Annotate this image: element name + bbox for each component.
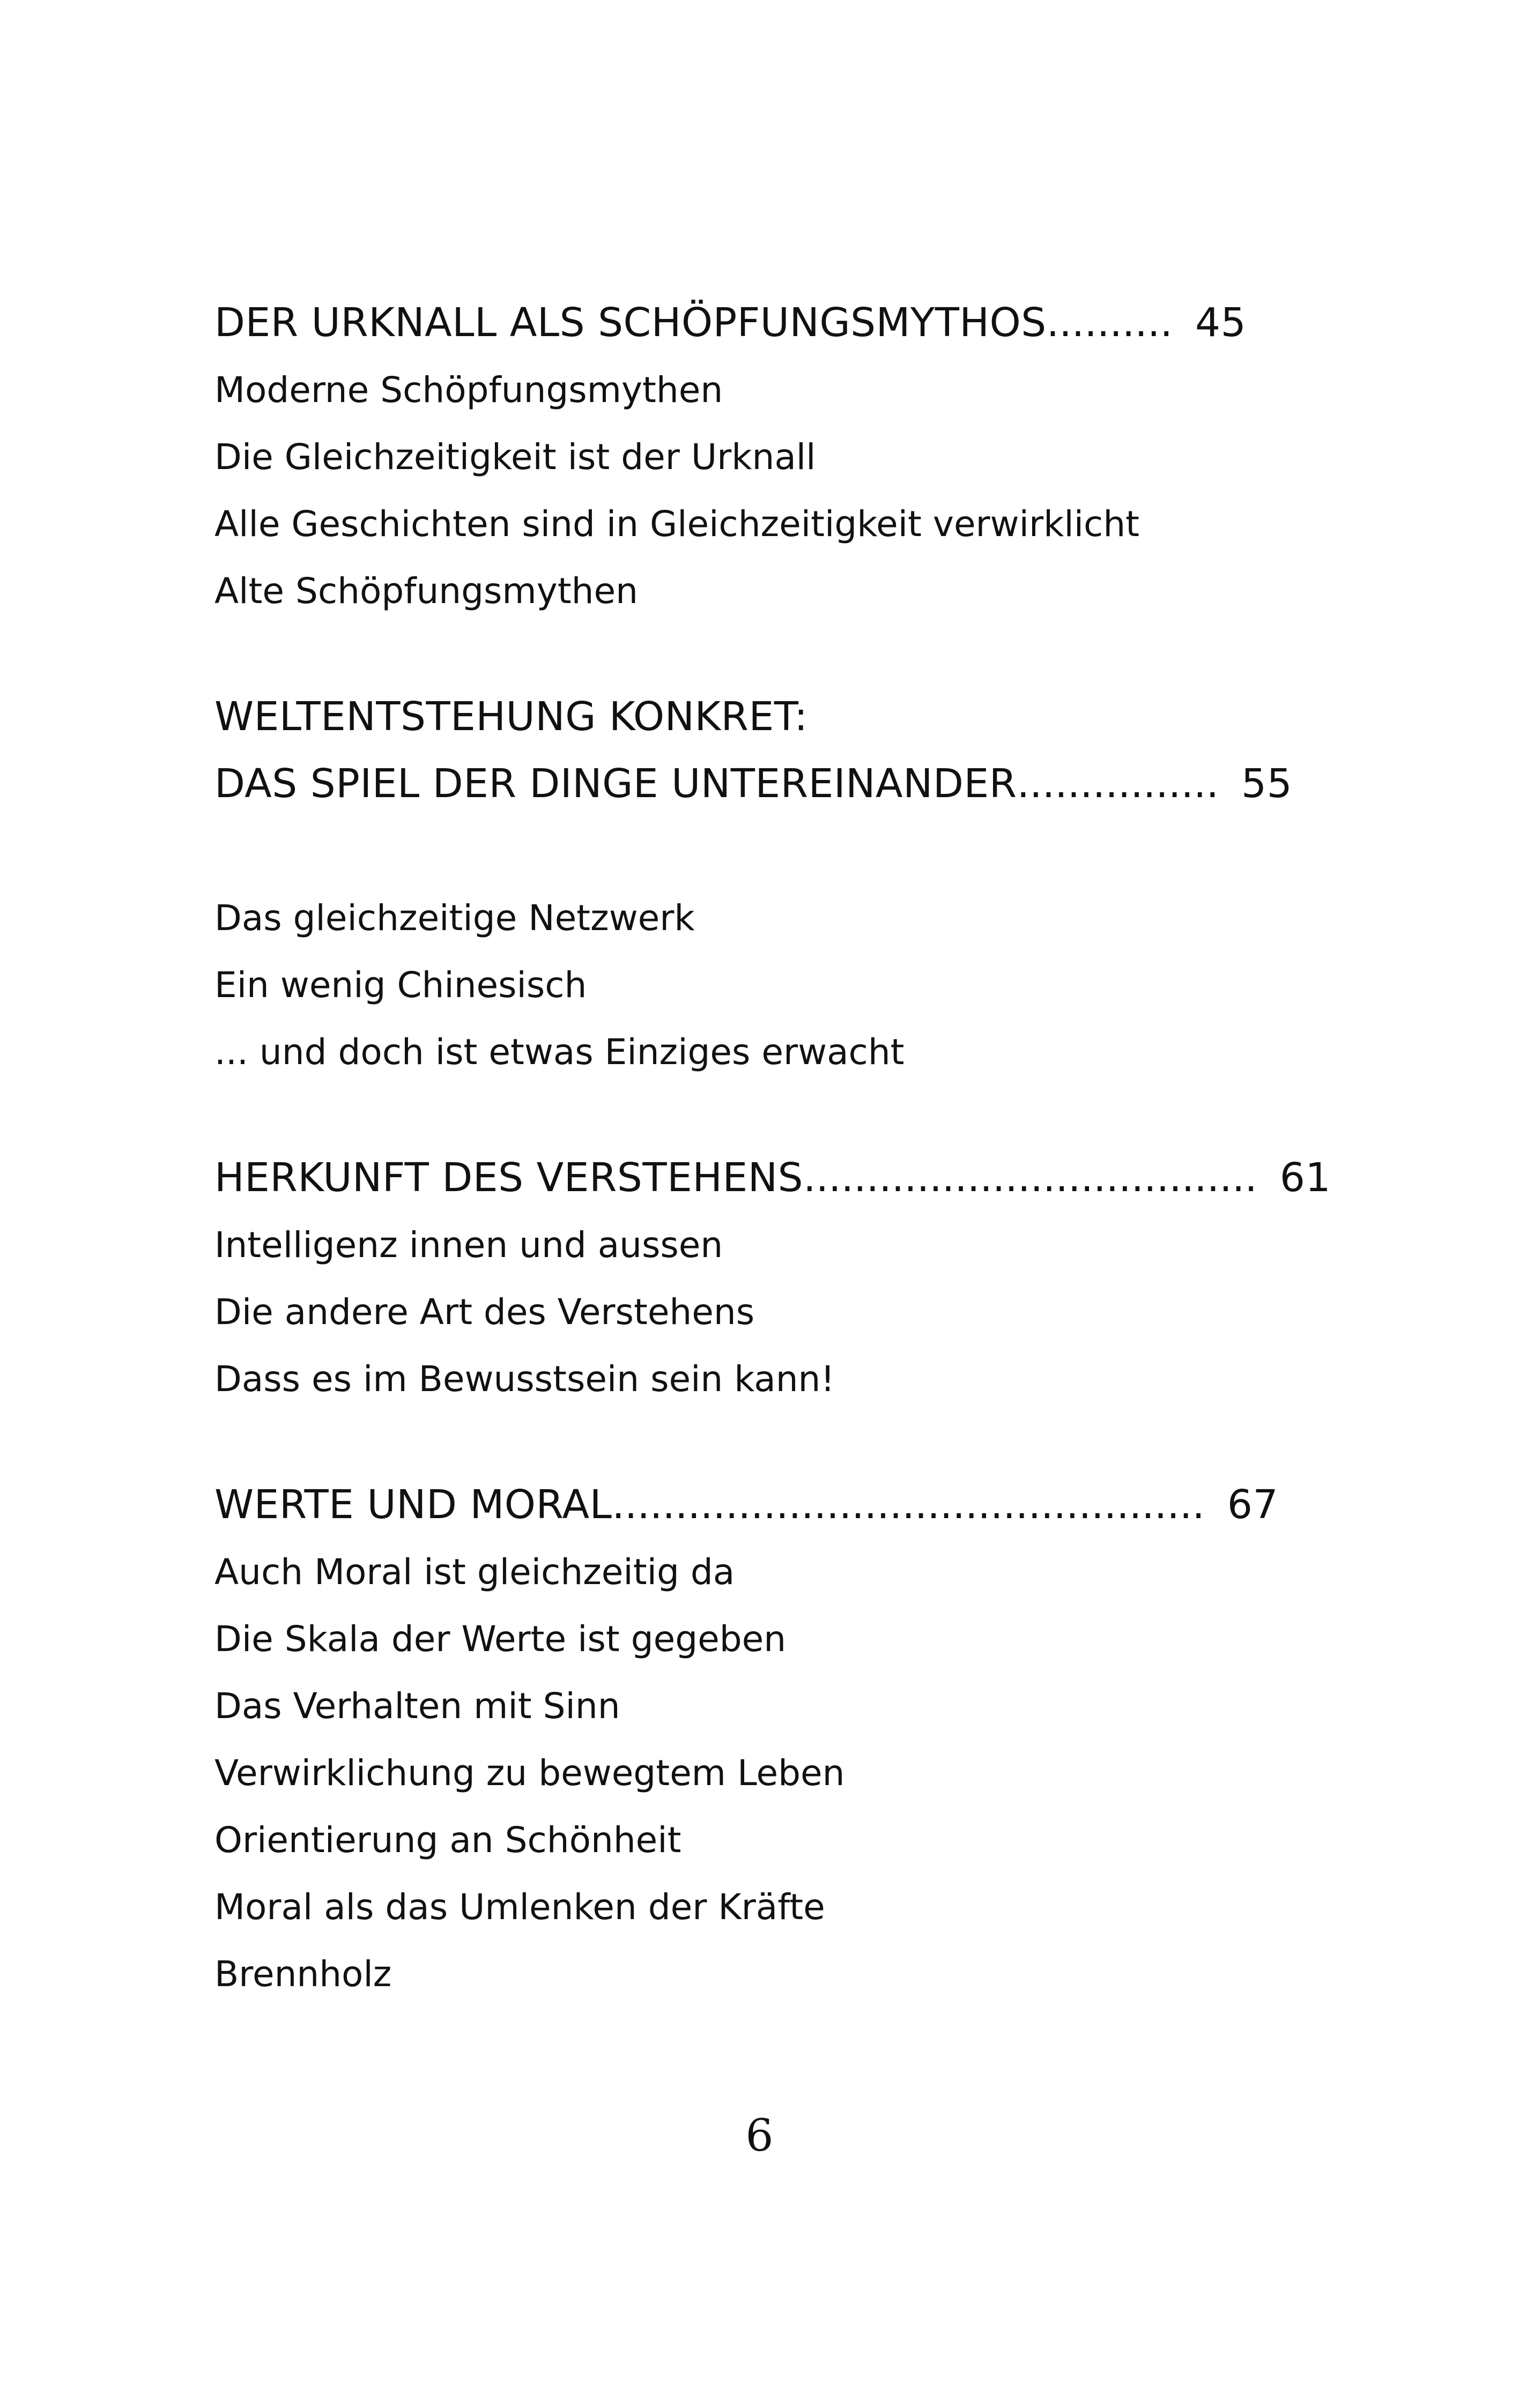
toc-subitem: Die andere Art des Verstehens — [214, 1291, 755, 1333]
toc-heading-line[interactable] — [214, 1144, 1331, 1212]
toc-heading-text: DER URKNALL ALS SCHÖPFUNGSMYTHOS — [214, 300, 1047, 346]
table-of-contents — [214, 289, 1331, 2067]
toc-heading — [214, 1471, 1287, 1539]
toc-page-number: 55 — [1241, 761, 1293, 807]
toc-subitem: Das Verhalten mit Sinn — [214, 1685, 620, 1727]
toc-page-number: 61 — [1279, 1155, 1331, 1201]
toc-heading-text: WERTE UND MORAL — [214, 1482, 612, 1528]
toc-section — [214, 289, 1287, 625]
toc-subitem: Die Gleichzeitigkeit ist der Urknall — [214, 436, 816, 478]
toc-leader-dots: ............................................... — [612, 1482, 1205, 1528]
toc-subitem: Auch Moral ist gleichzeitig da — [214, 1551, 735, 1593]
toc-heading-line[interactable] — [214, 1471, 1287, 1539]
toc-subitem: Brennholz — [214, 1953, 392, 1995]
toc-heading-text: DAS SPIEL DER DINGE UNTEREINANDER — [214, 761, 1017, 807]
toc-section — [214, 1144, 1331, 1413]
toc-subitem: ... und doch ist etwas Einziges erwacht — [214, 1031, 905, 1073]
toc-leader-dots: .......... — [1046, 300, 1173, 346]
page-number: 6 — [745, 2110, 774, 2161]
toc-subitem: Ein wenig Chinesisch — [214, 964, 587, 1006]
toc-subitem: Alte Schöpfungsmythen — [214, 570, 638, 612]
toc-leader-dots: ................ — [1017, 761, 1219, 807]
toc-heading — [214, 1144, 1331, 1212]
toc-heading-line[interactable] — [214, 289, 1287, 356]
toc-section — [214, 1471, 1287, 2008]
toc-heading-text: HERKUNFT DES VERSTEHENS — [214, 1155, 804, 1201]
toc-heading — [214, 289, 1287, 356]
toc-subitem: Die Skala der Werte ist gegeben — [214, 1618, 787, 1660]
toc-page-number: 67 — [1227, 1482, 1279, 1528]
toc-leader-dots: .................................... — [803, 1155, 1257, 1201]
toc-heading-text: WELTENTSTEHUNG KONKRET: — [214, 694, 808, 740]
toc-page-number: 45 — [1195, 300, 1247, 346]
toc-subitem: Dass es im Bewusstsein sein kann! — [214, 1358, 835, 1400]
toc-subitem: Verwirklichung zu bewegtem Leben — [214, 1752, 845, 1794]
toc-subitem: Moderne Schöpfungsmythen — [214, 369, 723, 411]
toc-heading-line — [214, 683, 1287, 750]
toc-subitem: Orientierung an Schönheit — [214, 1819, 681, 1861]
toc-subitem: Das gleichzeitige Netzwerk — [214, 897, 695, 939]
toc-subitem: Moral als das Umlenken der Kräfte — [214, 1886, 825, 1928]
toc-heading — [214, 683, 1293, 817]
toc-section — [214, 683, 1293, 1086]
toc-subitem: Intelligenz innen und aussen — [214, 1224, 723, 1266]
toc-subitem: Alle Geschichten sind in Gleichzeitigkeit verwirklicht — [214, 503, 1140, 545]
toc-heading-line[interactable] — [214, 750, 1293, 817]
